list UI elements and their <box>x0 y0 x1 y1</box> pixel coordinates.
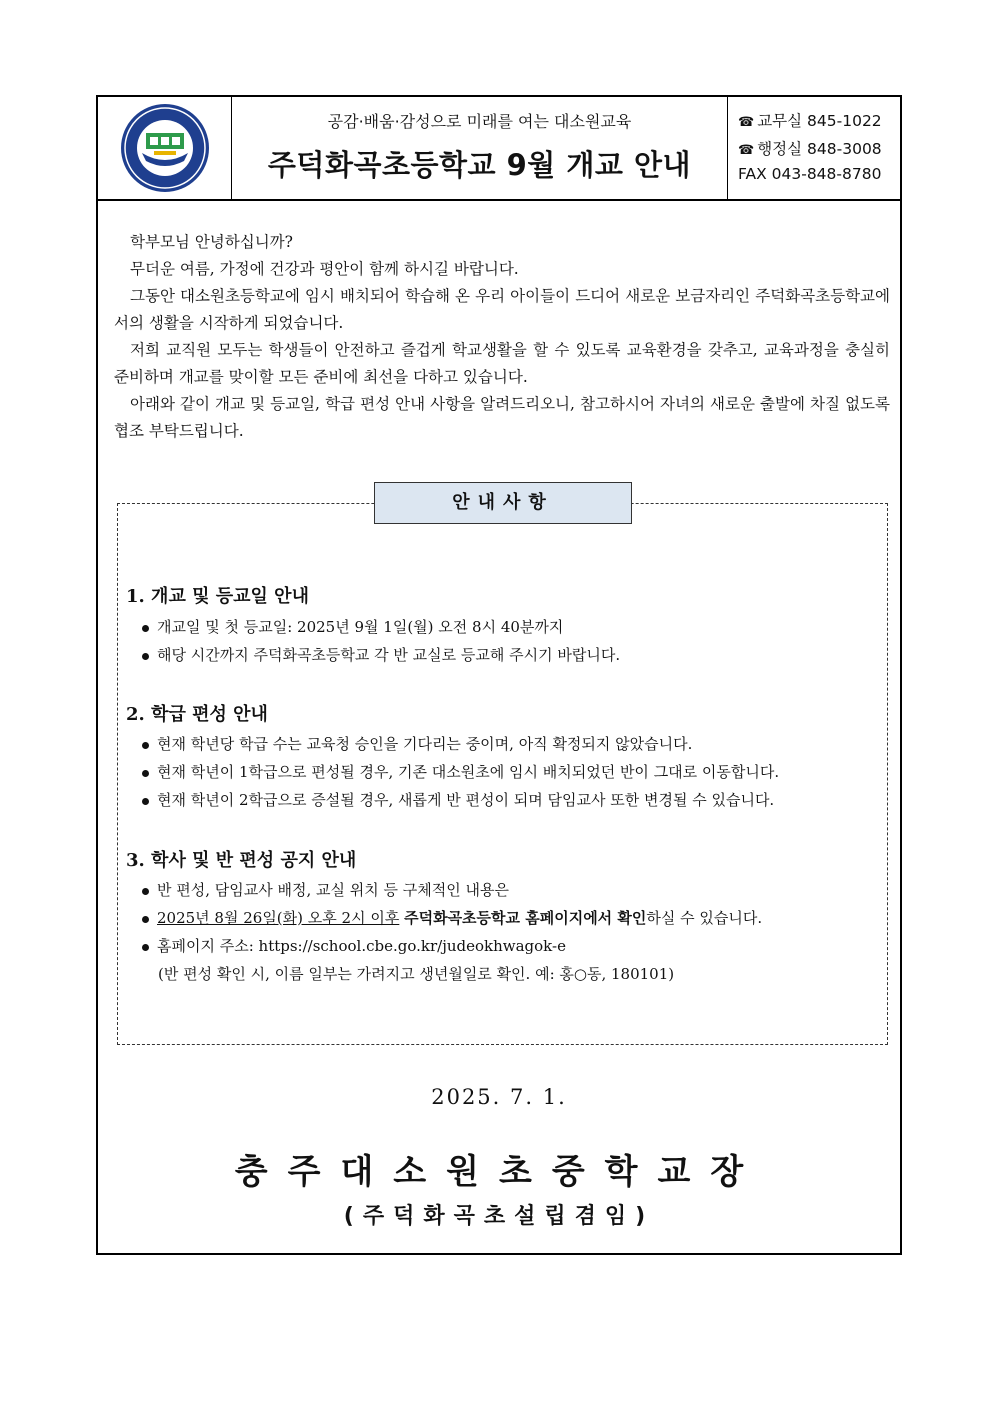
announcement-date: 2025년 8월 26일(화) 오후 2시 이후 <box>157 909 400 927</box>
bullet-icon <box>142 653 149 660</box>
document-frame <box>96 95 902 1255</box>
bullet-icon <box>142 916 149 923</box>
intro-paragraph: 그동안 대소원초등학교에 임시 배치되어 학습해 온 우리 아이들이 드디어 새로운 보금자리인 주덕화곡초등학교에서의 생활을 시작하게 되었습니다. <box>114 287 890 332</box>
list-item: 해당 시간까지 주덕화곡초등학교 각 반 교실로 등교해 주시기 바랍니다. <box>142 644 620 665</box>
bullet-icon <box>142 742 149 749</box>
intro-greeting: 학부모님 안녕하십니까? <box>130 233 293 251</box>
section-heading-announcement: 3. 학사 및 반 편성 공지 안내 <box>126 850 357 871</box>
school-logo <box>98 97 232 199</box>
signer-subtitle: (주덕화곡초설립겸임) <box>343 1204 655 1229</box>
notice-title: 안내사항 <box>374 482 632 524</box>
bullet-icon <box>142 798 149 805</box>
bullet-icon <box>142 770 149 777</box>
title-cell <box>232 97 728 199</box>
intro-paragraph: 저희 교직원 모두는 학생들이 안전하고 즐겁게 학교생활을 할 수 있도록 교육환경을 갖추고, 교육과정을 충실히 준비하며 개교를 맞이할 모든 준비에 최선을 다하고 있습니다. <box>114 341 890 386</box>
list-item: 현재 학년이 2학급으로 증설될 경우, 새롭게 반 편성이 되며 담임교사 또한 변경될 수 있습니다. <box>142 789 774 810</box>
contact-fax: FAX 043-848-8780 <box>738 165 882 183</box>
contact-cell <box>728 97 900 199</box>
document-date: 2025. 7. 1. <box>431 1085 567 1109</box>
intro-paragraph: 아래와 같이 개교 및 등교일, 학급 편성 안내 사항을 알려드리오니, 참고하시어 자녀의 새로운 출발에 차질 없도록 협조 부탁드립니다. <box>114 395 890 440</box>
list-item: 현재 학년이 1학급으로 편성될 경우, 기존 대소원초에 임시 배치되었던 반이 그대로 이동합니다. <box>142 761 779 782</box>
notice-box <box>117 492 888 1045</box>
intro-paragraph: 무더운 여름, 가정에 건강과 평안이 함께 하시길 바랍니다. <box>130 260 519 278</box>
contact-office1: ☎ 교무실 845-1022 <box>738 112 882 130</box>
motto: 공감·배움·감성으로 미래를 여는 대소원교육 <box>327 112 632 131</box>
bullet-icon <box>142 888 149 895</box>
header <box>98 97 900 201</box>
name-check-note: (반 편성 확인 시, 이름 일부는 가려지고 생년월일로 확인. 예: 홍○동, 180101) <box>158 965 675 983</box>
phone-icon: ☎ <box>738 115 755 130</box>
section-heading-opening: 1. 개교 및 등교일 안내 <box>126 586 309 607</box>
list-item: 현재 학년당 학급 수는 교육청 승인을 기다리는 중이며, 아직 확정되지 않았습니다. <box>142 733 692 754</box>
section-heading-class: 2. 학급 편성 안내 <box>126 704 268 725</box>
homepage-emphasis: 주덕화곡초등학교 홈페이지에서 확인 <box>404 909 647 927</box>
list-item: 2025년 8월 26일(화) 오후 2시 이후 주덕화곡초등학교 홈페이지에서 확인하실 수 있습니다. <box>142 907 762 928</box>
homepage-url: 홈페이지 주소: https://school.cbe.go.kr/judeokhwagok-e <box>157 937 566 955</box>
logo-cell <box>98 97 232 199</box>
list-item: 개교일 및 첫 등교일: 2025년 9월 1일(월) 오전 8시 40분까지 <box>142 616 563 637</box>
bullet-icon <box>142 625 149 632</box>
page-title: 주덕화곡초등학교 9월 개교 안내 <box>267 148 692 182</box>
contact-office2: ☎ 행정실 848-3008 <box>738 140 882 158</box>
bullet-icon <box>142 944 149 951</box>
list-item: 반 편성, 담임교사 배정, 교실 위치 등 구체적인 내용은 <box>142 879 509 900</box>
phone-icon: ☎ <box>738 143 755 158</box>
list-item <box>142 935 566 956</box>
intro-body <box>114 229 890 445</box>
signer: 충주대소원초중학교장 <box>234 1152 764 1192</box>
